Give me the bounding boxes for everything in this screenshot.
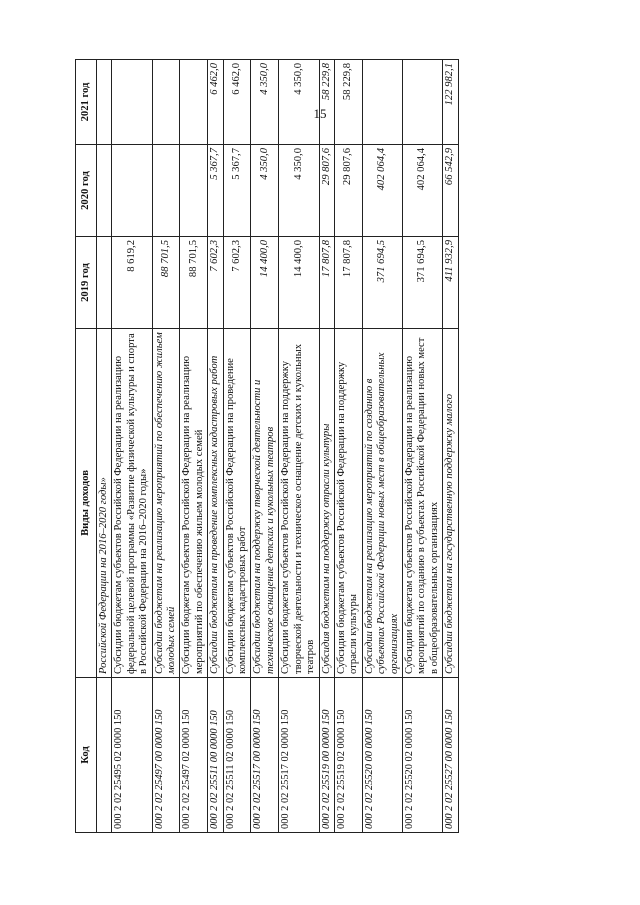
code-cell: 000 2 02 25520 00 0000 150 — [362, 678, 402, 833]
value-2021-cell — [180, 60, 208, 145]
value-2020-cell: 5 367,7 — [223, 145, 251, 237]
code-cell: 000 2 02 25497 02 0000 150 — [180, 678, 208, 833]
value-2020-cell: 5 367,7 — [208, 145, 223, 237]
revenue-type-cell: Российской Федерации на 2016–2020 годы» — [97, 329, 112, 678]
revenue-type-cell: Субсидии бюджетам на поддержку творческой деятельности и техническое оснащение детских и кукольных театров — [251, 329, 279, 678]
page-number: 15 — [313, 106, 327, 121]
table-row — [362, 60, 402, 833]
value-2019-cell: 17 807,8 — [334, 237, 362, 329]
table-row — [334, 60, 362, 833]
value-2019-cell: 7 602,3 — [208, 237, 223, 329]
code-cell: 000 2 02 25517 02 0000 150 — [279, 678, 319, 833]
value-2020-cell: 4 350,0 — [251, 145, 279, 237]
value-2019-cell: 371 694,5 — [402, 237, 442, 329]
value-2021-cell: 122 982,1 — [443, 60, 458, 145]
revenue-type-cell: Субсидии бюджетам субъектов Российской Федерации на поддержку творческой деятельности и техническое оснащение детских и кукольных театров — [279, 329, 319, 678]
revenue-type-cell: Субсидии бюджетам на государственную поддержку малого — [443, 329, 458, 678]
code-cell: 000 2 02 25511 02 0000 150 — [223, 678, 251, 833]
value-2019-cell — [97, 237, 112, 329]
code-cell: 000 2 02 25520 02 0000 150 — [402, 678, 442, 833]
value-2021-cell — [402, 60, 442, 145]
revenue-type-cell: Субсидия бюджетам на поддержку отрасли культуры — [319, 329, 334, 678]
value-2020-cell: 402 064,4 — [362, 145, 402, 237]
rotated-table-container — [75, 60, 555, 833]
value-2020-cell: 29 807,6 — [334, 145, 362, 237]
value-2019-cell: 14 400,0 — [279, 237, 319, 329]
value-2019-cell: 371 694,5 — [362, 237, 402, 329]
header-2021: 2021 год — [76, 60, 97, 145]
value-2020-cell: 29 807,6 — [319, 145, 334, 237]
header-2020: 2020 год — [76, 145, 97, 237]
value-2019-cell: 7 602,3 — [223, 237, 251, 329]
value-2019-cell: 17 807,8 — [319, 237, 334, 329]
value-2021-cell: 58 229,8 — [334, 60, 362, 145]
value-2020-cell: 66 542,9 — [443, 145, 458, 237]
code-cell: 000 2 02 25511 00 0000 150 — [208, 678, 223, 833]
header-revenue-type: Виды доходов — [76, 329, 97, 678]
value-2021-cell — [97, 60, 112, 145]
value-2021-cell — [362, 60, 402, 145]
revenue-type-cell: Субсидии бюджетам на проведение комплексных кадастровых работ — [208, 329, 223, 678]
value-2020-cell: 402 064,4 — [402, 145, 442, 237]
table-row — [223, 60, 251, 833]
code-cell: 000 2 02 25495 02 0000 150 — [112, 678, 152, 833]
revenue-type-cell: Субсидии бюджетам на реализацию мероприятий по созданию в субъектах Российской Федерации новых мест в общеобразовательных организациях — [362, 329, 402, 678]
revenue-type-cell: Субсидии бюджетам на реализацию мероприятий по обеспечению жильем молодых семей — [152, 329, 180, 678]
table-row — [152, 60, 180, 833]
table-row — [443, 60, 458, 833]
table-row — [319, 60, 334, 833]
value-2019-cell: 88 701,5 — [180, 237, 208, 329]
value-2021-cell: 4 350,0 — [251, 60, 279, 145]
value-2020-cell — [112, 145, 152, 237]
revenue-type-cell: Субсидия бюджетам субъектов Российской Федерации на поддержку отрасли культуры — [334, 329, 362, 678]
revenue-type-cell: Субсидии бюджетам субъектов Российской Федерации на реализацию федеральной целевой программы «Развитие физической культуры и спорта в Российской Федерации на 2016–2020 годы» — [112, 329, 152, 678]
code-cell: 000 2 02 25517 00 0000 150 — [251, 678, 279, 833]
table-row — [180, 60, 208, 833]
revenue-type-cell: Субсидии бюджетам субъектов Российской Федерации на проведение комплексных кадастровых работ — [223, 329, 251, 678]
value-2020-cell — [152, 145, 180, 237]
header-2019: 2019 год — [76, 237, 97, 329]
code-cell: 000 2 02 25519 02 0000 150 — [334, 678, 362, 833]
value-2021-cell: 6 462,0 — [223, 60, 251, 145]
code-cell — [97, 678, 112, 833]
code-cell: 000 2 02 25519 00 0000 150 — [319, 678, 334, 833]
value-2021-cell — [112, 60, 152, 145]
value-2019-cell: 14 400,0 — [251, 237, 279, 329]
value-2021-cell: 6 462,0 — [208, 60, 223, 145]
value-2020-cell: 4 350,0 — [279, 145, 319, 237]
revenue-table — [75, 59, 459, 833]
value-2019-cell: 411 932,9 — [443, 237, 458, 329]
value-2019-cell: 88 701,5 — [152, 237, 180, 329]
value-2020-cell — [180, 145, 208, 237]
table-row — [208, 60, 223, 833]
table-row — [251, 60, 279, 833]
table-row — [402, 60, 442, 833]
value-2021-cell — [152, 60, 180, 145]
revenue-type-cell: Субсидии бюджетам субъектов Российской Федерации на реализацию мероприятий по обеспечению жильем молодых семей — [180, 329, 208, 678]
value-2020-cell — [97, 145, 112, 237]
table-body — [97, 60, 459, 833]
value-2019-cell: 8 619,2 — [112, 237, 152, 329]
table-row — [97, 60, 112, 833]
table-row — [279, 60, 319, 833]
value-2021-cell: 4 350,0 — [279, 60, 319, 145]
code-cell: 000 2 02 25527 00 0000 150 — [443, 678, 458, 833]
table-header-row — [76, 60, 97, 833]
header-code: Код — [76, 678, 97, 833]
code-cell: 000 2 02 25497 00 0000 150 — [152, 678, 180, 833]
value-2021-cell: 58 229,8 — [319, 60, 334, 145]
revenue-type-cell: Субсидии бюджетам субъектов Российской Федерации на реализацию мероприятий по созданию в субъектах Российской Федерации новых мест в общеобразовательных организациях — [402, 329, 442, 678]
table-row — [112, 60, 152, 833]
